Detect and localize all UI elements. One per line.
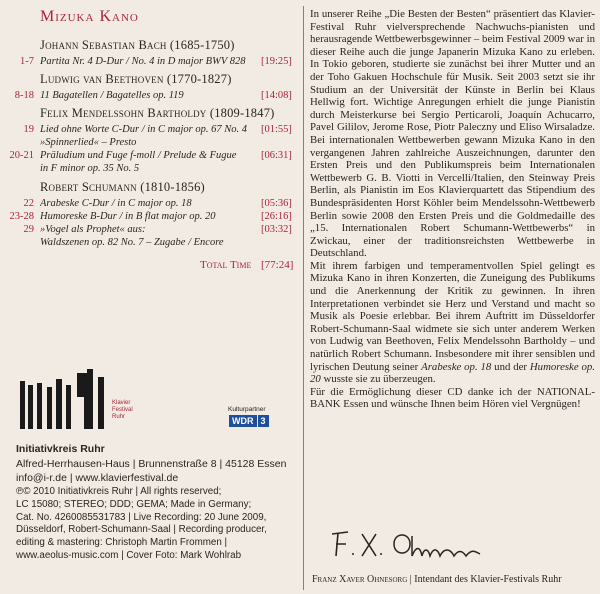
- total-time-label: Total Time: [200, 259, 252, 271]
- track-number: 8-18: [14, 90, 34, 101]
- bio-paragraph-2: Mit ihrem farbigen und temperamentvollen Spiel gelingt es Mizuka Kano in ihren Konzerten, die Zuneigung des Publikums und die Anerkennung der Kritik zu gewinnen. In ihren Interpretationen verbindet sie Herz und Verstand und macht so Musik als Poesie erlebbar. Bei ihrem Auftritt im Düsseldorfer Robert-Schumann-Saal widmete sie sich unter anderem Werken von Ludwig van Beethoven, Felix Mendelssohn Bartholdy – und natürlich Robert Schumann. Insbesondere mit ihrer sensiblen und lyrischen Deutung seiner Arabeske op. 18 und der Humoreske op. 20 wusste sie zu überzeugen.: [310, 259, 595, 386]
- track-row: [0, 162, 300, 175]
- klavier-festival-logo: [18, 367, 128, 431]
- track-number: 1-7: [20, 56, 34, 67]
- signature-caption: Franz Xaver Ohnesorg | Intendant des Klavier-Festivals Ruhr: [312, 574, 562, 585]
- track-row: [0, 89, 300, 102]
- track-number: 22: [23, 198, 34, 209]
- track-title: in F minor op. 35 No. 5: [40, 163, 140, 174]
- track-duration: [26:16]: [261, 211, 292, 222]
- org-address: Alfred-Herrhausen-Haus | Brunnenstraße 8 | 45128 Essen: [16, 458, 287, 470]
- track-row: [0, 55, 300, 68]
- track-row: [0, 136, 300, 149]
- composer-heading: Ludwig van Beethoven (1770-1827): [40, 72, 232, 86]
- track-title: 11 Bagatellen / Bagatelles op. 119: [40, 90, 184, 101]
- bio-paragraph-1: In unserer Reihe „Die Besten der Besten“ präsentiert das Klavier-Festival Ruhr vielversprechende Nachwuchs-pianisten und herausragende Wettbewerbsgewinner – beim Festival 2009 war in dieser Reihe auch die junge Japanerin Mizuka Kano zu erleben. In Tokio geboren, studierte sie zunächst bei ihrer Mutter und an der Toho Gakuen Hochschule für Musik. Seit 2003 setzt sie ihr Studium an der Universität der Künste in Berlin bei Klaus Hellwig fort. Wichtige Anregungen erhielt die junge Pianistin durch Meisterkurse bei Sergio Perticaroli, Joaquín Achucarro, Pavel Gililov, Jerome Rose, Piotr Paleczny und Eliso Wirsaladze. Bei internationalen Wettbewerben gewann Mizuka Kano in den vergangenen Jahren zahlreiche Auszeichnungen, darunter den Ersten Preis und den Publikumspreis beim Internationalen Wettbewerb G. B. Viotti in Vercelli/Italien, den Steinway Preis Berlin, als Pianistin im Eos Klavierquartett das Stipendium des Bundespräsidenten Horst Köhler beim Mendelssohn-Wettbewerb Berlin sowie 2008 den Ersten Preis und die Goldmedaille des „15. Internationalen Robert Schumann-Wettbewerbs“ in Zwickau, einer der traditionsreichsten Wettbewerbe in Deutschland.: [310, 8, 595, 260]
- track-title: Waldszenen op. 82 No. 7 – Zugabe / Encore: [40, 237, 224, 248]
- composer-heading: Robert Schumann (1810-1856): [40, 180, 205, 194]
- handwritten-signature: [328, 526, 508, 562]
- track-row: [0, 210, 300, 223]
- track-number: 20-21: [9, 150, 34, 161]
- thanks-paragraph: Für die Ermöglichung dieser CD danke ich der NATIONAL-BANK Essen und wünsche Ihnen beim Hören viel Vergnügen!: [310, 385, 595, 411]
- composer-heading: Felix Mendelssohn Bartholdy (1809-1847): [40, 106, 275, 120]
- column-divider: [303, 6, 304, 590]
- track-row: [0, 197, 300, 210]
- track-title: Humoreske B-Dur / in B flat major op. 20: [40, 211, 216, 222]
- track-number: 29: [23, 224, 34, 235]
- track-duration: [19:25]: [261, 56, 292, 67]
- org-web: info@i-r.de | www.klavierfestival.de: [16, 472, 179, 484]
- track-row: [0, 123, 300, 136]
- track-title: Präludium und Fuge f-moll / Prelude & Fugue: [40, 150, 237, 161]
- track-duration: [05:36]: [261, 198, 292, 209]
- track-row: [0, 149, 300, 162]
- track-duration: [14:08]: [261, 90, 292, 101]
- track-row: [0, 223, 300, 236]
- wdr3-logo: WDR 3: [229, 416, 269, 426]
- org-name: Initiativkreis Ruhr: [16, 443, 105, 455]
- track-duration: [06:31]: [261, 150, 292, 161]
- track-title: »Vogel als Prophet« aus:: [40, 224, 146, 235]
- track-title: Partita Nr. 4 D-Dur / No. 4 in D major BWV 828: [40, 56, 246, 67]
- track-row: [0, 236, 300, 249]
- logo-wordmark: Klavier Festival Ruhr: [112, 400, 133, 420]
- track-title: Lied ohne Worte C-Dur / in C major op. 67 No. 4: [40, 124, 247, 135]
- total-time-value: [77:24]: [261, 259, 294, 271]
- composer-heading: Johann Sebastian Bach (1685-1750): [40, 38, 235, 52]
- track-title: »Spinnerlied« – Presto: [40, 137, 137, 148]
- track-number: 23-28: [9, 211, 34, 222]
- track-title: Arabeske C-Dur / in C major op. 18: [40, 198, 192, 209]
- kulturpartner-label: Kulturpartner: [228, 406, 266, 413]
- legal-credits: ℗© 2010 Initiativkreis Ruhr | All rights reserved; LC 15080; STEREO; DDD; GEMA; Made in Germany; Cat. No. 4260085531783 | Live Recording: 20 June 2009, Düsseldorf, Robert-Schumann-Saal | Recording producer, editing & mastering: Christoph Martin Frommen | www.aeolus-music.com | Cover Foto: Mark Wohlrab: [16, 486, 267, 561]
- track-duration: [03:32]: [261, 224, 292, 235]
- track-number: 19: [23, 124, 34, 135]
- total-time: [200, 259, 294, 271]
- artist-title: Mizuka Kano: [40, 8, 139, 25]
- right-column: [310, 8, 595, 411]
- track-duration: [01:55]: [261, 124, 292, 135]
